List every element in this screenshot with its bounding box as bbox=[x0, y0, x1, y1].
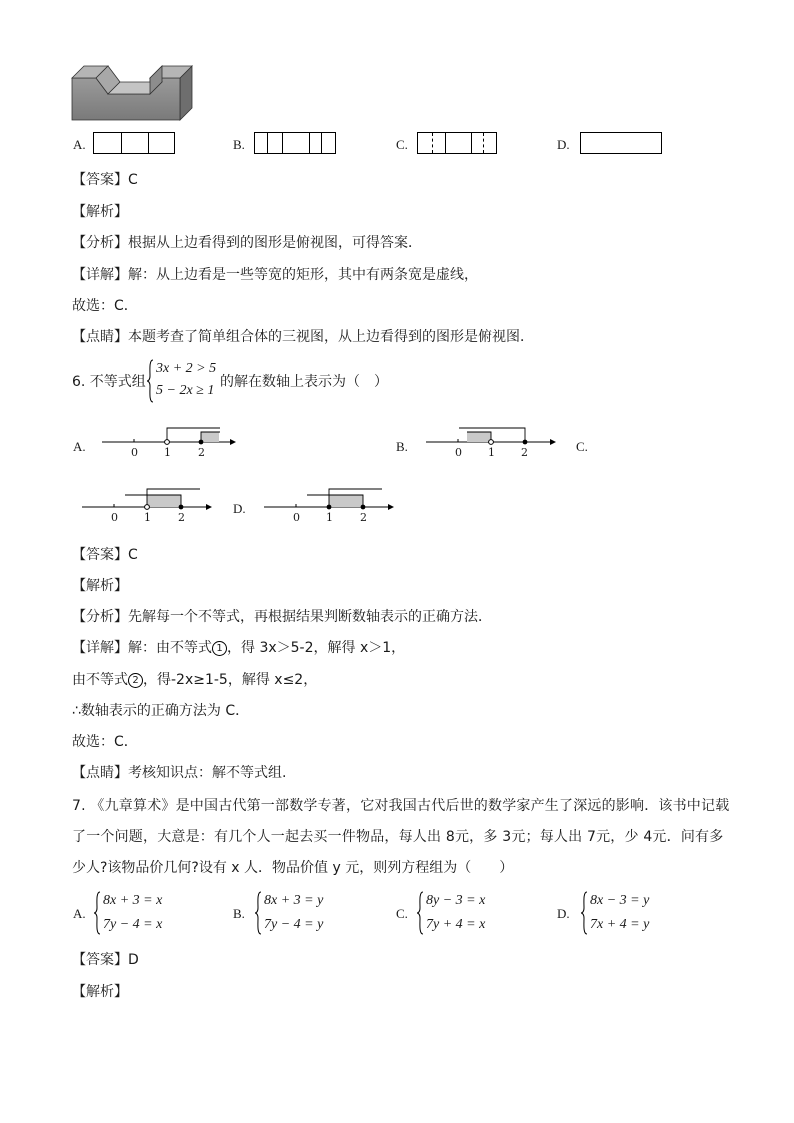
q6-c-tick-2: 2 bbox=[178, 511, 185, 524]
q6-a-tick-2: 2 bbox=[198, 446, 205, 459]
q6-b-tick-0: 0 bbox=[455, 446, 462, 459]
q6-suffix: 的解在数轴上表示为（ ） bbox=[220, 374, 388, 390]
q7-c-eq1: 8y − 3 = x bbox=[426, 893, 486, 908]
q6-c-tick-1: 1 bbox=[144, 511, 151, 524]
solid-figure bbox=[70, 60, 196, 122]
q7-a-eq1: 8x + 3 = x bbox=[103, 893, 163, 908]
q6-prefix: 6. 不等式组 bbox=[72, 374, 146, 390]
q7-option-c-label: C. bbox=[396, 906, 408, 921]
q6-a-tick-1: 1 bbox=[164, 446, 171, 459]
q6-d-tick-0: 0 bbox=[293, 511, 300, 524]
q7-option-a-system bbox=[93, 890, 183, 936]
q5-option-d-label: D. bbox=[557, 137, 570, 152]
q6-guxuan: 故选：C． bbox=[72, 734, 138, 750]
q6-fenxi: 【分析】先解每一个不等式，再根据结果判断数轴表示的正确方法． bbox=[72, 609, 492, 625]
q6-xiangjie bbox=[72, 638, 405, 658]
q5-option-a-figure bbox=[93, 132, 175, 154]
q7-d-eq2: 7x + 4 = y bbox=[590, 917, 650, 932]
circled-2: 2 bbox=[128, 673, 143, 688]
q7-line2: 了一个问题，大意是：有几个人一起去买一件物品，每人出 8元，多 3元；每人出 7元，少 4元．问有多 bbox=[72, 829, 724, 845]
q6-ineq-1: 3x + 2 > 5 bbox=[156, 361, 217, 376]
q6-dianjing: 【点睛】考核知识点：解不等式组. bbox=[72, 765, 287, 781]
q5-option-a-label: A. bbox=[73, 137, 86, 152]
q6-option-d-label: D. bbox=[233, 501, 246, 516]
q5-dianjing: 【点睛】本题考查了简单组合体的三视图，从上边看得到的图形是俯视图． bbox=[72, 329, 534, 345]
q6-a-tick-0: 0 bbox=[131, 446, 138, 459]
q7-option-d-system bbox=[580, 890, 670, 936]
q7-option-d-label: D. bbox=[557, 906, 570, 921]
q5-option-c-label: C. bbox=[396, 137, 408, 152]
q6-answer: 【答案】C bbox=[72, 547, 138, 563]
q6-b-tick-1: 1 bbox=[488, 446, 495, 459]
q5-option-c-figure bbox=[417, 132, 497, 154]
q6-jiexi: 【解析】 bbox=[72, 578, 128, 594]
q6-b-tick-2: 2 bbox=[521, 446, 528, 459]
q7-a-eq2: 7y − 4 = x bbox=[103, 917, 163, 932]
q7-b-eq2: 7y − 4 = y bbox=[264, 917, 324, 932]
q6-d-tick-1: 1 bbox=[326, 511, 333, 524]
q7-jiexi: 【解析】 bbox=[72, 984, 128, 1000]
q7-option-a-label: A. bbox=[73, 906, 86, 921]
q5-option-d-figure bbox=[580, 132, 662, 154]
q6-line2-a: 由不等式 bbox=[72, 672, 128, 688]
q6-line3: ∴数轴表示的正确方法为 C． bbox=[72, 703, 250, 719]
q6-inequality-system bbox=[146, 358, 226, 404]
q5-jiexi: 【解析】 bbox=[72, 204, 128, 220]
q5-option-b-figure bbox=[254, 132, 336, 154]
q7-d-eq1: 8x − 3 = y bbox=[590, 893, 650, 908]
q7-line1: 7. 《九章算术》是中国古代第一部数学专著，它对我国古代后世的数学家产生了深远的影响．该书中记载 bbox=[72, 798, 730, 814]
q7-option-b-label: B. bbox=[233, 906, 245, 921]
q7-b-eq1: 8x + 3 = y bbox=[264, 893, 324, 908]
q6-option-a-label: A. bbox=[73, 439, 86, 454]
q6-xiangjie-b: ，得 3x＞5-2，解得 x＞1， bbox=[227, 640, 406, 656]
q7-option-b-system bbox=[254, 890, 344, 936]
q5-fenxi: 【分析】根据从上边看得到的图形是俯视图，可得答案． bbox=[72, 235, 422, 251]
q5-answer: 【答案】C bbox=[72, 172, 138, 188]
q7-line3: 少人?该物品价几何?设有 x 人．物品价值 y 元，则列方程组为（ ） bbox=[72, 860, 514, 876]
q6-ineq-2: 5 − 2x ≥ 1 bbox=[156, 383, 215, 398]
q6-c-tick-0: 0 bbox=[111, 511, 118, 524]
q6-option-c-label: C. bbox=[576, 439, 588, 454]
q7-option-c-system bbox=[416, 890, 506, 936]
q5-guxuan: 故选：C． bbox=[72, 298, 138, 314]
q6-option-b-label: B. bbox=[396, 439, 408, 454]
q6-xiangjie-a: 【详解】解：由不等式 bbox=[72, 640, 212, 656]
q7-c-eq2: 7y + 4 = x bbox=[426, 917, 486, 932]
q5-option-b-label: B. bbox=[233, 137, 245, 152]
q6-d-tick-2: 2 bbox=[360, 511, 367, 524]
q5-xiangjie: 【详解】解：从上边看是一些等宽的矩形，其中有两条宽是虚线， bbox=[72, 267, 478, 283]
circled-1: 1 bbox=[212, 641, 227, 656]
q6-line2-b: ，得-2x≥1-5，解得 x≤2， bbox=[143, 672, 318, 688]
q7-answer: 【答案】D bbox=[72, 952, 139, 968]
q6-line2 bbox=[72, 670, 317, 690]
